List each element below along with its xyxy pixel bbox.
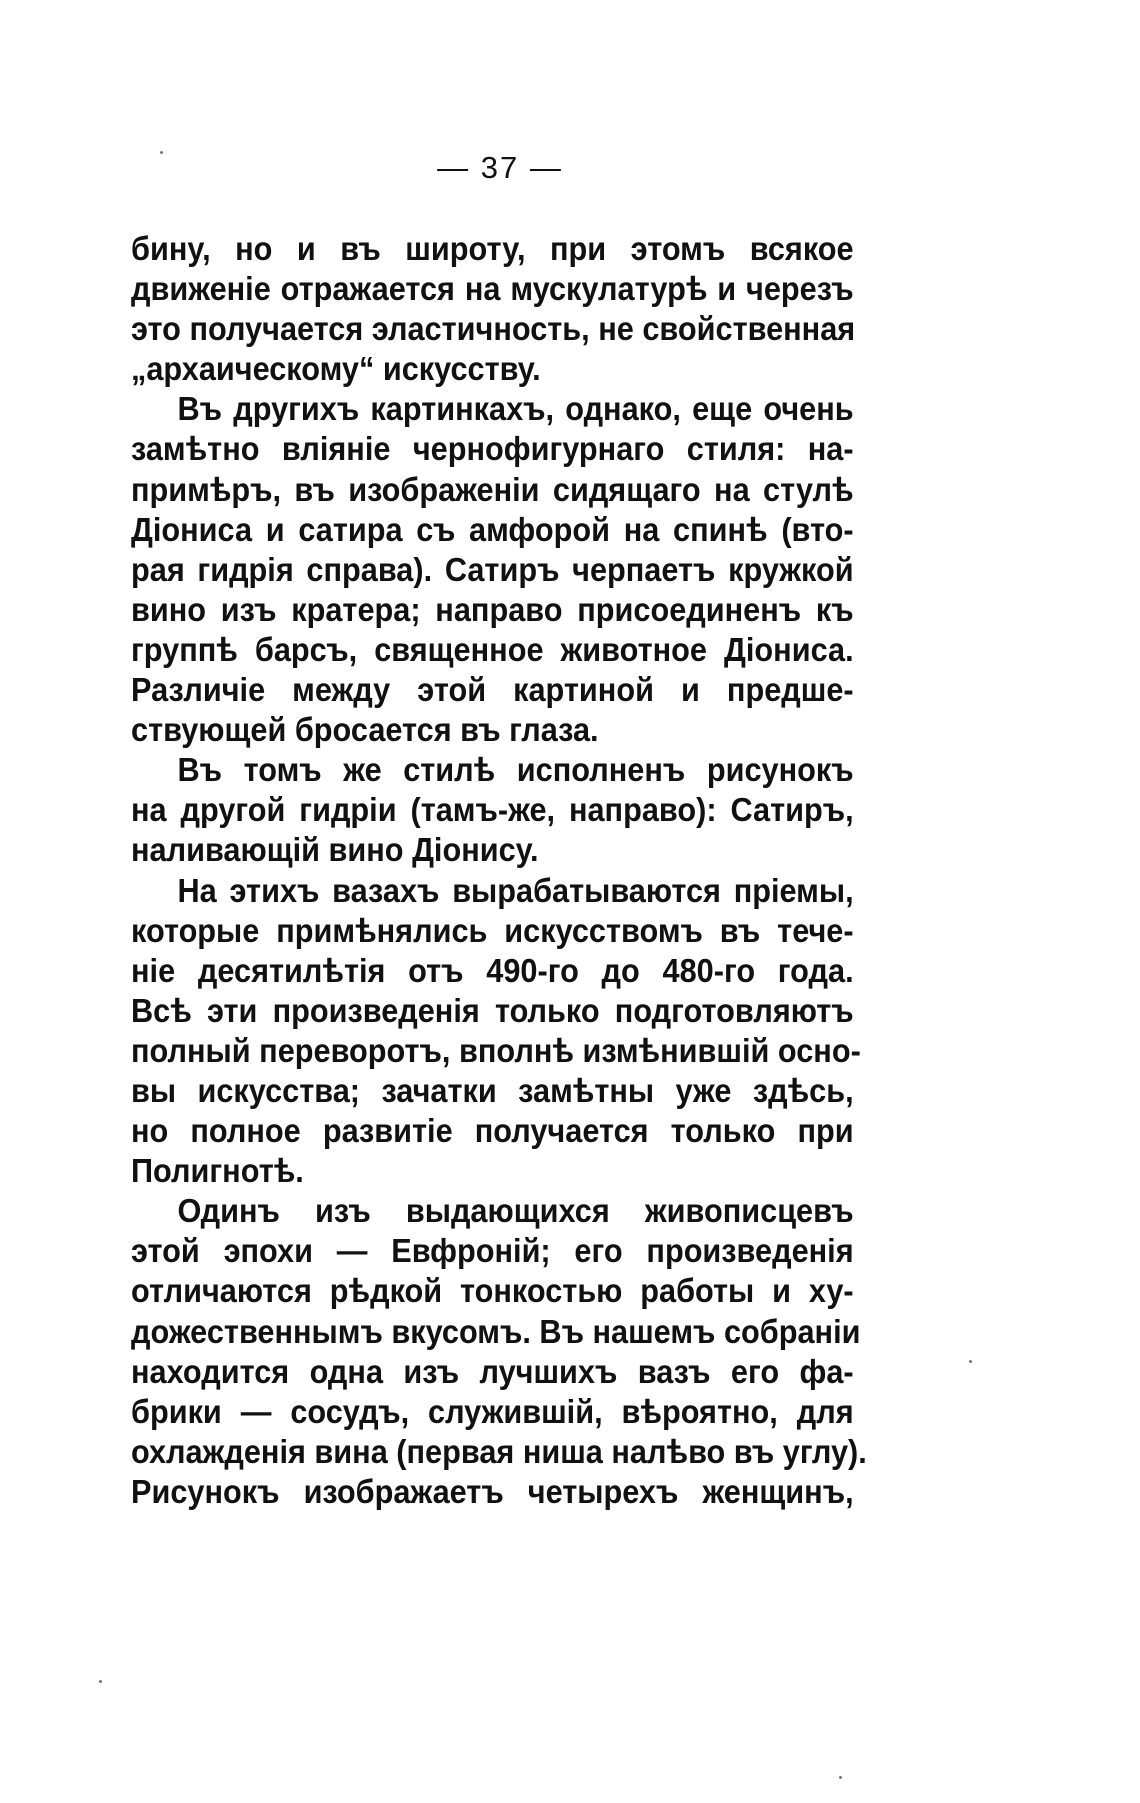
text-line: Дiониса и сатира съ амфорой на спинѣ (вто- xyxy=(131,510,854,548)
text-line: на другой гидрiи (тамъ-же, направо): Сатиръ, xyxy=(131,791,854,829)
text-line: бину, но и въ широту, при этомъ всякое xyxy=(131,230,854,267)
text-line: движенiе отражается на мускулатурѣ и черезъ xyxy=(131,270,854,308)
text-line: Въ другихъ картинкахъ, однако, еще очень xyxy=(177,390,854,428)
text-line: Одинъ изъ выдающихся живописцевъ xyxy=(177,1192,854,1230)
text-line: дожественнымъ вкусомъ. Въ нашемъ собранiи xyxy=(131,1312,861,1350)
text-line: Полигнотѣ. xyxy=(131,1152,304,1190)
text-line: группѣ барсъ, священное животное Дiониса. xyxy=(131,630,854,668)
text-line: брики — сосудъ, служившiй, вѣроятно, для xyxy=(131,1392,854,1430)
text-line: но полное развитiе получается только при xyxy=(131,1112,854,1150)
scan-speck xyxy=(969,1360,972,1363)
text-line: На этихъ вазахъ вырабатываются прiемы, xyxy=(177,871,854,909)
scan-speck xyxy=(839,1776,842,1779)
scan-speck xyxy=(160,151,163,154)
text-line: Въ томъ же стилѣ исполненъ рисунокъ xyxy=(177,751,854,789)
text-line: вы искусства; зачатки замѣтны уже здѣсь, xyxy=(131,1071,854,1109)
text-line: Рисунокъ изображаетъ четырехъ женщинъ, xyxy=(131,1472,854,1510)
text-line: полный переворотъ, вполнѣ измѣнившiй осно- xyxy=(131,1031,861,1069)
body-text xyxy=(131,229,867,1512)
scan-speck xyxy=(99,1680,102,1683)
text-line: нiе десятилѣтiя отъ 490-го до 480-го года. xyxy=(131,951,854,989)
text-line: этой эпохи — Евфронiй; его произведенiя xyxy=(131,1232,854,1270)
text-line: замѣтно влiянiе чернофигурнаго стиля: на- xyxy=(131,430,854,468)
text-line: это получается эластичность, не свойственная xyxy=(131,310,856,348)
text-line: находится одна изъ лучшихъ вазъ его фа- xyxy=(131,1352,854,1390)
text-line: примѣръ, въ изображенiи сидящаго на стулѣ xyxy=(131,470,854,508)
text-line: отличаются рѣдкой тонкостью работы и ху- xyxy=(131,1272,854,1310)
text-line: охлажденiя вина (первая ниша налѣво въ углу). xyxy=(131,1432,867,1470)
text-line: вино изъ кратера; направо присоединенъ къ xyxy=(131,590,854,628)
text-line: „архаическому“ искусству. xyxy=(131,350,541,388)
text-line: Различiе между этой картиной и предше- xyxy=(131,671,854,709)
page-number: — 37 — xyxy=(437,150,563,185)
text-line: которые примѣнялись искусствомъ въ тече- xyxy=(131,911,854,949)
text-line: рая гидрiя справа). Сатиръ черпаетъ кружкой xyxy=(131,550,854,588)
text-line: ствующей бросается въ глаза. xyxy=(131,711,599,749)
text-line: Всѣ эти произведенiя только подготовляютъ xyxy=(131,991,854,1029)
text-line: наливающiй вино Дiонису. xyxy=(131,831,539,869)
